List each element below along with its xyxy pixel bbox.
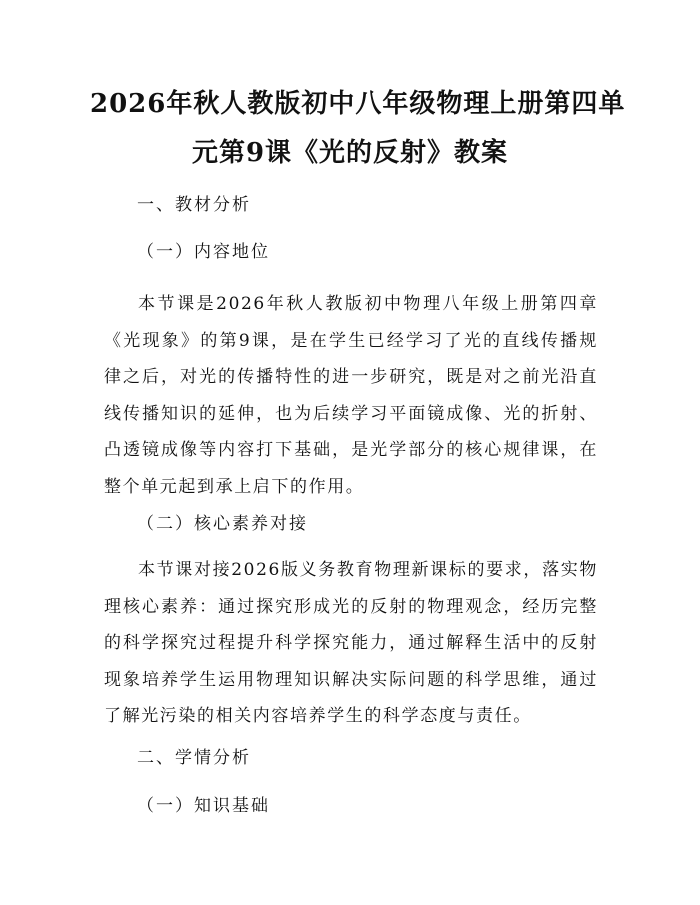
paragraph-core-literacy: 本节课对接2026版义务教育物理新课标的要求，落实物理核心素养：通过探究形成光的反射的物理观念，经历完整的科学探究过程提升科学探究能力，通过解释生活中的反射现象培养学生运用物理知识解决实际问题的科学思维，通过了解光污染的相关内容培养学生的科学态度与责任。 (104, 560, 598, 726)
document-title-line-2: 元第9课《光的反射》教案 (191, 138, 509, 168)
subsection-heading-core-literacy: （二）核心素养对接 (137, 514, 308, 534)
section-heading-textbook-analysis: 一、教材分析 (137, 195, 251, 215)
document-title-line-1: 2026年秋人教版初中八年级物理上册第四单 (90, 89, 626, 119)
section-heading-student-analysis: 二、学情分析 (137, 748, 251, 768)
subsection-heading-knowledge-base: （一）知识基础 (137, 796, 270, 816)
paragraph-content-position: 本节课是2026年秋人教版初中物理八年级上册第四章《光现象》的第9课，是在学生已经学习了光的直线传播规律之后，对光的传播特性的进一步研究，既是对之前光沿直线传播知识的延伸，也为后续学习平面镜成像、光的折射、凸透镜成像等内容打下基础，是光学部分的核心规律课，在整个单元起到承上启下的作用。 (104, 294, 598, 497)
subsection-heading-content-position: （一）内容地位 (137, 242, 270, 262)
